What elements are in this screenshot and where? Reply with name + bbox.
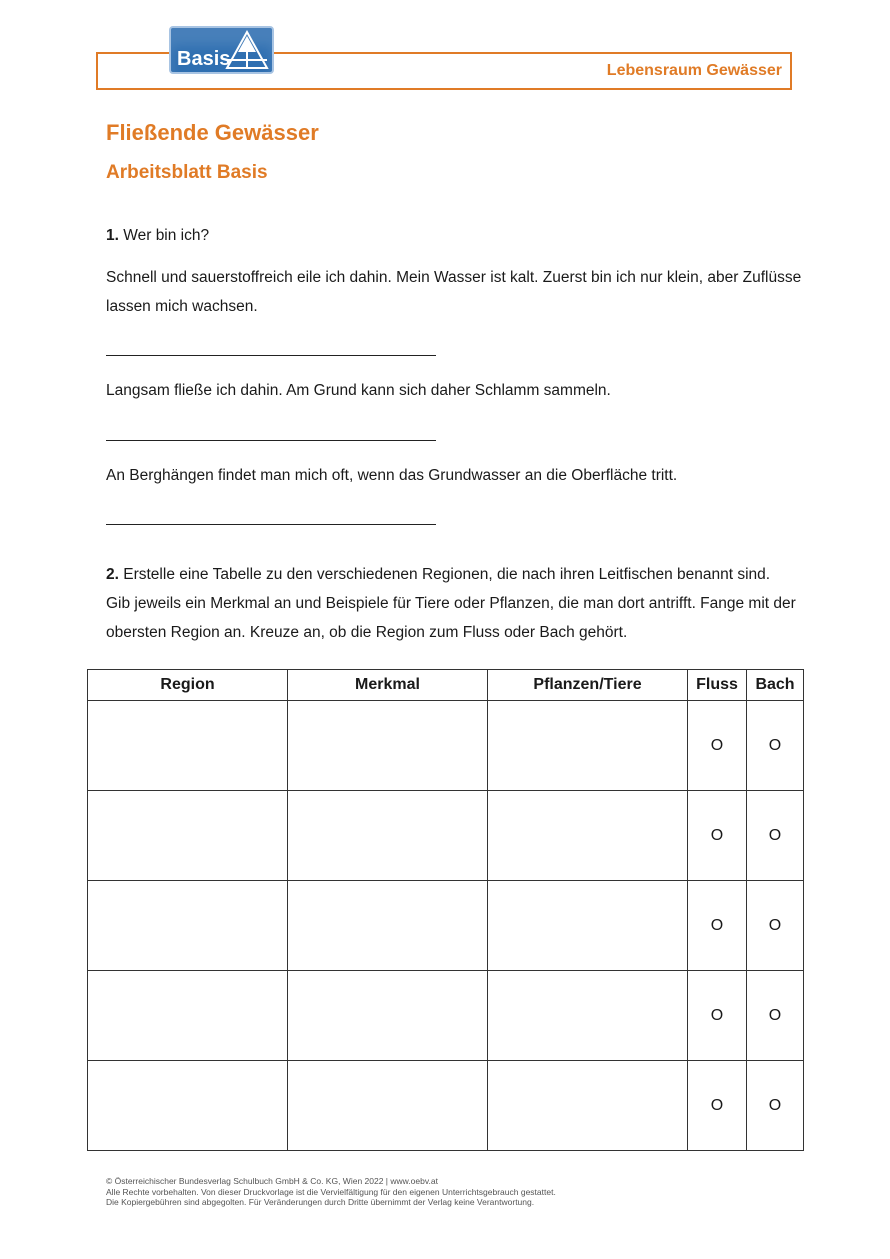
header-bach: Bach xyxy=(747,670,804,701)
task1-number: 1. xyxy=(106,227,119,244)
answer-line-3 xyxy=(106,524,436,525)
footer xyxy=(106,1176,556,1208)
merkmal-cell[interactable] xyxy=(288,701,488,791)
footer-line: © Österreichischer Bundesverlag Schulbuch GmbH & Co. KG, Wien 2022 | www.oebv.at xyxy=(106,1176,438,1186)
region-table xyxy=(87,669,804,1151)
bach-checkbox[interactable]: O xyxy=(747,881,804,971)
page-title: Fließende Gewässer xyxy=(106,120,319,145)
task2-text: Erstelle eine Tabelle zu den verschiedenen Regionen, die nach ihren Leitfischen benannt sind. Gib jeweils ein Merkmal an und Beispiele für Tiere oder Pflanzen, die man dort antrifft. Fange mit der obersten Region an. Kreuze an, ob die Region zum Fluss oder Bach gehört. xyxy=(106,566,796,641)
region-cell[interactable] xyxy=(88,1061,288,1151)
table-row xyxy=(88,971,804,1061)
task1-question: Wer bin ich? xyxy=(123,227,210,244)
pflanzen-tiere-cell[interactable] xyxy=(488,971,688,1061)
region-cell[interactable] xyxy=(88,971,288,1061)
bach-checkbox[interactable]: O xyxy=(747,971,804,1061)
pflanzen-tiere-cell[interactable] xyxy=(488,1061,688,1151)
fluss-checkbox[interactable]: O xyxy=(688,701,747,791)
pflanzen-tiere-cell[interactable] xyxy=(488,701,688,791)
bach-checkbox[interactable]: O xyxy=(747,791,804,881)
answer-line-2 xyxy=(106,440,436,441)
merkmal-cell[interactable] xyxy=(288,791,488,881)
region-cell[interactable] xyxy=(88,881,288,971)
table-row xyxy=(88,791,804,881)
task2-text-block xyxy=(106,560,796,647)
pflanzen-tiere-cell[interactable] xyxy=(488,791,688,881)
table-row xyxy=(88,881,804,971)
pflanzen-tiere-cell[interactable] xyxy=(488,881,688,971)
bach-checkbox[interactable]: O xyxy=(747,701,804,791)
table-row xyxy=(88,1061,804,1151)
table-row xyxy=(88,701,804,791)
merkmal-cell[interactable] xyxy=(288,881,488,971)
bach-checkbox[interactable]: O xyxy=(747,1061,804,1151)
header-fluss: Fluss xyxy=(688,670,747,701)
page-subtitle: Arbeitsblatt Basis xyxy=(106,162,268,183)
region-cell[interactable] xyxy=(88,791,288,881)
riddle-2: Langsam fließe ich dahin. Am Grund kann sich daher Schlamm sammeln. xyxy=(106,382,611,399)
header-title: Lebensraum Gewässer xyxy=(606,62,782,79)
basis-logo xyxy=(169,26,274,74)
fluss-checkbox[interactable]: O xyxy=(688,791,747,881)
answer-line-1 xyxy=(106,355,436,356)
header-pflanzen-tiere: Pflanzen/Tiere xyxy=(488,670,688,701)
header-merkmal: Merkmal xyxy=(288,670,488,701)
triangle-icon xyxy=(225,30,269,70)
region-cell[interactable] xyxy=(88,701,288,791)
fluss-checkbox[interactable]: O xyxy=(688,881,747,971)
riddle-1: Schnell und sauerstoffreich eile ich dahin. Mein Wasser ist kalt. Zuerst bin ich nur klein, aber Zuflüsse lassen mich wachsen. xyxy=(106,269,802,315)
riddle-3: An Berghängen findet man mich oft, wenn das Grundwasser an die Oberfläche tritt. xyxy=(106,467,678,484)
logo-text: Basis xyxy=(177,48,231,70)
merkmal-cell[interactable] xyxy=(288,1061,488,1151)
header-region: Region xyxy=(88,670,288,701)
table-header-row xyxy=(88,670,804,701)
merkmal-cell[interactable] xyxy=(288,971,488,1061)
fluss-checkbox[interactable]: O xyxy=(688,971,747,1061)
footer-line: Die Kopiergebühren sind abgegolten. Für Veränderungen durch Dritte übernimmt der Verlag keine Verantwortung. xyxy=(106,1197,535,1207)
fluss-checkbox[interactable]: O xyxy=(688,1061,747,1151)
footer-line: Alle Rechte vorbehalten. Von dieser Druckvorlage ist die Vervielfältigung für den eigenen Unterrichtsgebrauch gestattet. xyxy=(106,1186,556,1197)
task2-number: 2. xyxy=(106,566,119,583)
task1-heading xyxy=(106,221,806,250)
